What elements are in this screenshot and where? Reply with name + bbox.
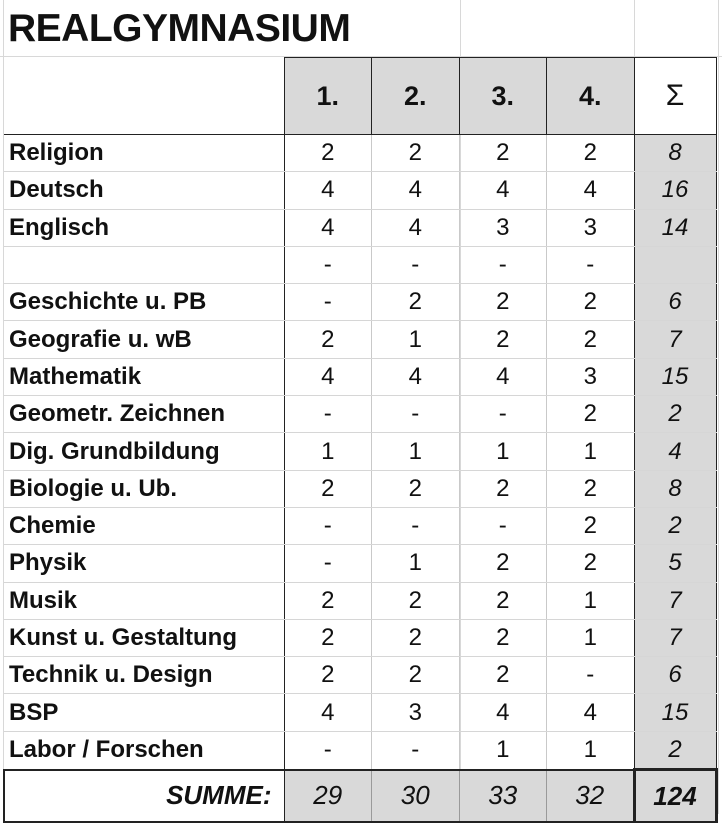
- table-row: [4, 321, 716, 358]
- hours-cell[interactable]: 2: [284, 321, 372, 358]
- hours-cell[interactable]: -: [459, 507, 547, 544]
- subject-cell[interactable]: Labor / Forschen: [4, 731, 284, 769]
- table-row: [4, 246, 716, 283]
- hours-cell[interactable]: 2: [547, 470, 635, 507]
- lesson-table: [3, 57, 718, 823]
- subject-cell[interactable]: Dig. Grundbildung: [4, 433, 284, 470]
- hours-cell[interactable]: 2: [372, 582, 460, 619]
- hours-cell[interactable]: 4: [372, 209, 460, 246]
- hours-cell[interactable]: 4: [459, 358, 547, 395]
- subject-cell[interactable]: Chemie: [4, 507, 284, 544]
- row-total-cell[interactable]: 2: [634, 396, 716, 433]
- row-total-cell[interactable]: 7: [634, 619, 716, 656]
- hours-cell[interactable]: 2: [284, 657, 372, 694]
- hours-cell[interactable]: 1: [547, 582, 635, 619]
- table-row: [4, 731, 716, 769]
- hours-cell[interactable]: 2: [372, 284, 460, 321]
- hours-cell[interactable]: 2: [284, 470, 372, 507]
- hours-cell[interactable]: 1: [547, 731, 635, 769]
- hours-cell[interactable]: 4: [459, 172, 547, 209]
- table-row: [4, 582, 716, 619]
- hours-cell[interactable]: 2: [459, 470, 547, 507]
- hours-cell[interactable]: 2: [284, 582, 372, 619]
- subject-cell[interactable]: Geometr. Zeichnen: [4, 396, 284, 433]
- subject-cell[interactable]: Musik: [4, 582, 284, 619]
- table-row: [4, 396, 716, 433]
- table-row: [4, 694, 716, 731]
- hours-cell[interactable]: 1: [372, 321, 460, 358]
- subject-cell[interactable]: BSP: [4, 694, 284, 731]
- summary-label[interactable]: SUMME:: [4, 770, 284, 823]
- hours-cell[interactable]: 2: [459, 582, 547, 619]
- subject-cell[interactable]: Geografie u. wB: [4, 321, 284, 358]
- table-row: [4, 545, 716, 582]
- hours-cell[interactable]: 2: [372, 470, 460, 507]
- row-total-cell[interactable]: 16: [634, 172, 716, 209]
- hours-cell[interactable]: -: [547, 246, 635, 283]
- hours-cell[interactable]: 3: [459, 209, 547, 246]
- header-year-3[interactable]: 3.: [459, 58, 547, 135]
- subject-cell[interactable]: Geschichte u. PB: [4, 284, 284, 321]
- hours-cell[interactable]: 2: [372, 619, 460, 656]
- hours-cell[interactable]: -: [459, 396, 547, 433]
- hours-cell[interactable]: -: [547, 657, 635, 694]
- gridline: [718, 0, 719, 814]
- hours-cell[interactable]: 2: [459, 657, 547, 694]
- row-total-cell[interactable]: [634, 246, 716, 283]
- table-row: [4, 284, 716, 321]
- hours-cell[interactable]: -: [372, 507, 460, 544]
- hours-cell[interactable]: 1: [459, 731, 547, 769]
- table-row: [4, 135, 716, 172]
- row-total-cell[interactable]: 4: [634, 433, 716, 470]
- hours-cell[interactable]: 1: [547, 619, 635, 656]
- hours-cell[interactable]: 4: [459, 694, 547, 731]
- hours-cell[interactable]: -: [284, 284, 372, 321]
- summary-year-total[interactable]: 29: [284, 770, 372, 823]
- row-total-cell[interactable]: 7: [634, 582, 716, 619]
- row-total-cell[interactable]: 14: [634, 209, 716, 246]
- hours-cell[interactable]: 4: [547, 172, 635, 209]
- header-year-2[interactable]: 2.: [372, 58, 460, 135]
- hours-cell[interactable]: 2: [459, 284, 547, 321]
- hours-cell[interactable]: 4: [284, 172, 372, 209]
- hours-cell[interactable]: 2: [459, 321, 547, 358]
- page-title: REALGYMNASIUM: [8, 7, 351, 50]
- subject-cell[interactable]: Physik: [4, 545, 284, 582]
- hours-cell[interactable]: 1: [284, 433, 372, 470]
- hours-cell[interactable]: 1: [372, 545, 460, 582]
- hours-cell[interactable]: 2: [547, 396, 635, 433]
- hours-cell[interactable]: 3: [372, 694, 460, 731]
- subject-cell[interactable]: [4, 246, 284, 283]
- hours-cell[interactable]: -: [284, 246, 372, 283]
- hours-cell[interactable]: 2: [547, 135, 635, 172]
- hours-cell[interactable]: 1: [547, 433, 635, 470]
- row-total-cell[interactable]: 6: [634, 284, 716, 321]
- hours-cell[interactable]: 2: [459, 135, 547, 172]
- table-row: [4, 358, 716, 395]
- subject-cell[interactable]: Kunst u. Gestaltung: [4, 619, 284, 656]
- hours-cell[interactable]: 4: [372, 172, 460, 209]
- header-year-4[interactable]: 4.: [547, 58, 635, 135]
- hours-cell[interactable]: -: [284, 731, 372, 769]
- subject-cell[interactable]: Mathematik: [4, 358, 284, 395]
- header-year-1[interactable]: 1.: [284, 58, 372, 135]
- row-total-cell[interactable]: 8: [634, 470, 716, 507]
- hours-cell[interactable]: 2: [372, 135, 460, 172]
- table-row: [4, 433, 716, 470]
- hours-cell[interactable]: -: [372, 246, 460, 283]
- table-row: [4, 657, 716, 694]
- hours-cell[interactable]: 4: [547, 694, 635, 731]
- hours-cell[interactable]: 3: [547, 209, 635, 246]
- hours-cell[interactable]: 4: [284, 694, 372, 731]
- hours-cell[interactable]: 2: [547, 545, 635, 582]
- summary-year-total[interactable]: 30: [372, 770, 460, 823]
- subject-cell[interactable]: Religion: [4, 135, 284, 172]
- row-total-cell[interactable]: 5: [634, 545, 716, 582]
- table-row: [4, 209, 716, 246]
- hours-cell[interactable]: 4: [372, 358, 460, 395]
- hours-cell[interactable]: 2: [459, 545, 547, 582]
- summary-year-total[interactable]: 32: [547, 770, 635, 823]
- subject-cell[interactable]: Technik u. Design: [4, 657, 284, 694]
- grand-total-cell[interactable]: 124: [634, 770, 716, 823]
- hours-cell[interactable]: 4: [284, 358, 372, 395]
- hours-cell[interactable]: 2: [284, 135, 372, 172]
- header-row: [4, 58, 716, 135]
- hours-cell[interactable]: 1: [459, 433, 547, 470]
- header-blank-cell[interactable]: [4, 58, 284, 135]
- subject-cell[interactable]: Deutsch: [4, 172, 284, 209]
- hours-cell[interactable]: 2: [547, 321, 635, 358]
- row-total-cell[interactable]: 15: [634, 358, 716, 395]
- row-total-cell[interactable]: 7: [634, 321, 716, 358]
- hours-cell[interactable]: -: [284, 396, 372, 433]
- hours-cell[interactable]: 1: [372, 433, 460, 470]
- hours-cell[interactable]: 3: [547, 358, 635, 395]
- hours-cell[interactable]: 2: [547, 284, 635, 321]
- row-total-cell[interactable]: 8: [634, 135, 716, 172]
- subject-cell[interactable]: Englisch: [4, 209, 284, 246]
- hours-cell[interactable]: -: [459, 246, 547, 283]
- summary-row: [4, 770, 716, 823]
- table-row: [4, 619, 716, 656]
- summary-year-total[interactable]: 33: [459, 770, 547, 823]
- header-sum-symbol[interactable]: Σ: [634, 58, 716, 135]
- row-total-cell[interactable]: 2: [634, 731, 716, 769]
- hours-cell[interactable]: -: [372, 731, 460, 769]
- row-total-cell[interactable]: 15: [634, 694, 716, 731]
- row-total-cell[interactable]: 6: [634, 657, 716, 694]
- row-total-cell[interactable]: 2: [634, 507, 716, 544]
- hours-cell[interactable]: 2: [372, 657, 460, 694]
- hours-cell[interactable]: -: [284, 507, 372, 544]
- table-row: [4, 507, 716, 544]
- subject-cell[interactable]: Biologie u. Ub.: [4, 470, 284, 507]
- table-row: [4, 470, 716, 507]
- hours-cell[interactable]: 2: [459, 619, 547, 656]
- hours-cell[interactable]: -: [372, 396, 460, 433]
- hours-cell[interactable]: 2: [547, 507, 635, 544]
- hours-cell[interactable]: 4: [284, 209, 372, 246]
- table-row: [4, 172, 716, 209]
- hours-cell[interactable]: 2: [284, 619, 372, 656]
- hours-cell[interactable]: -: [284, 545, 372, 582]
